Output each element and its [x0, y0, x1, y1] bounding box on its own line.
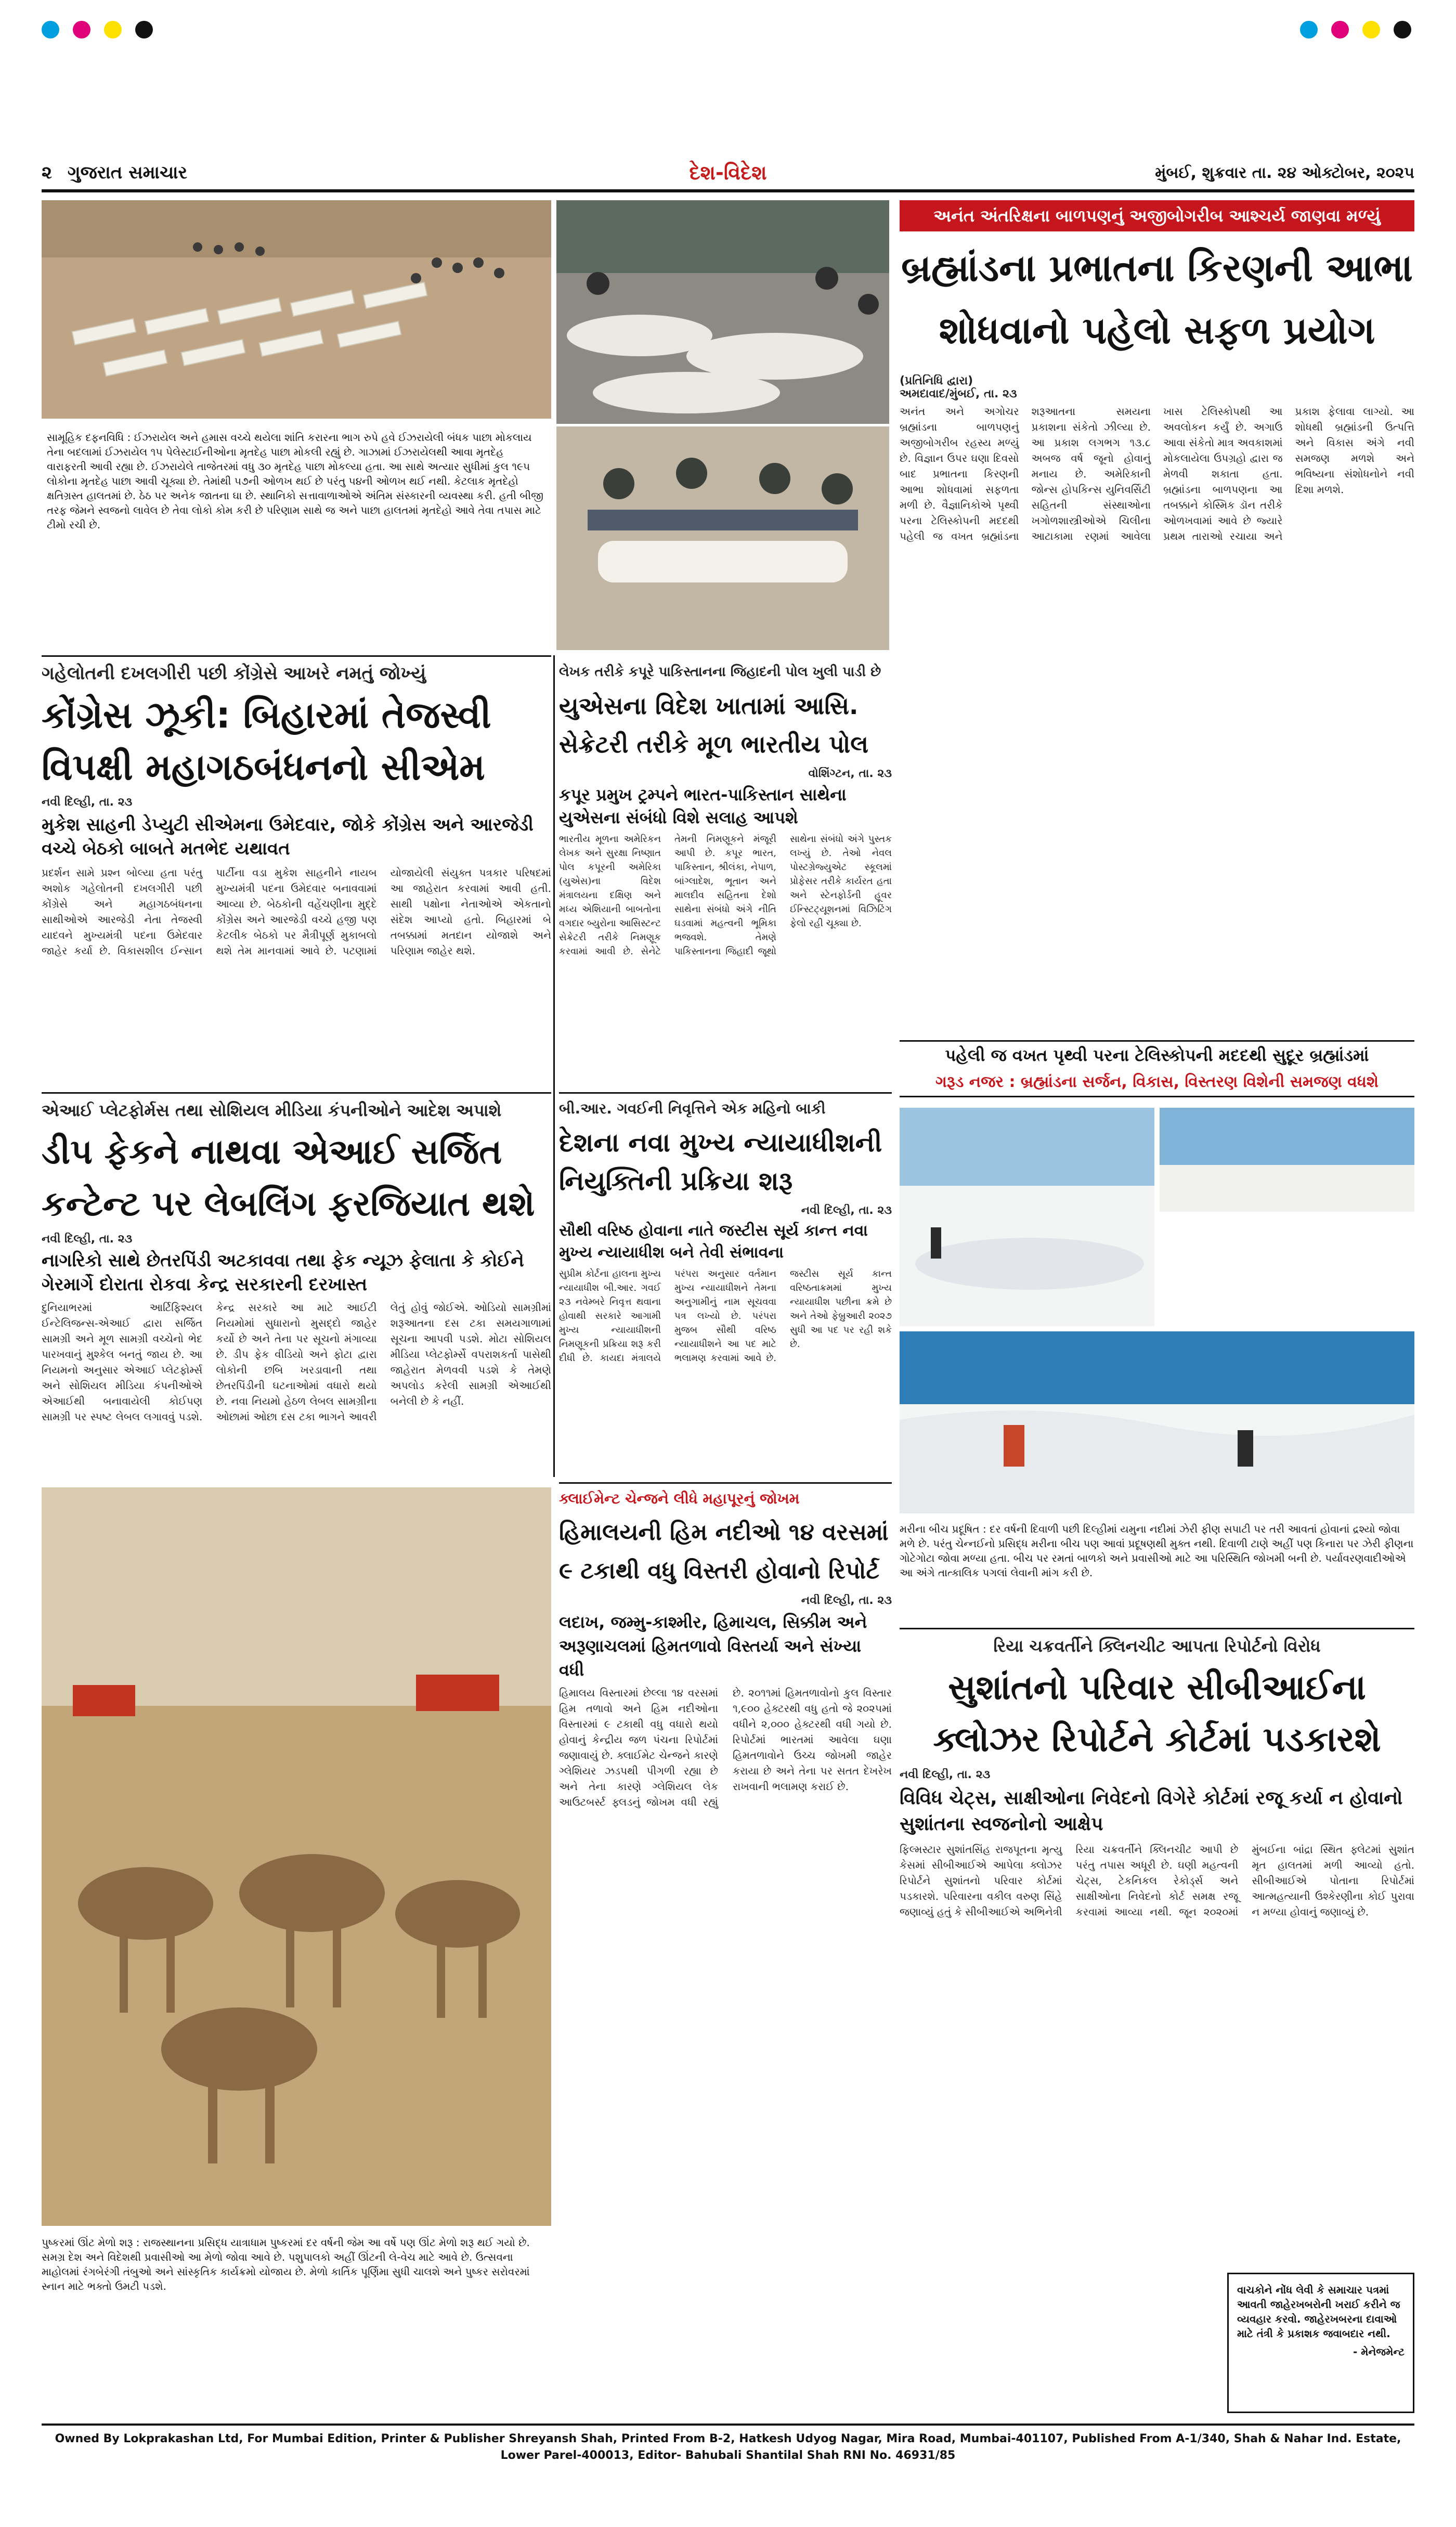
- sushant-headline-2: ક્લોઝર રિપોર્ટને કોર્ટમાં પડકારશે: [933, 1719, 1381, 1759]
- ai-dateline: નવી દિલ્હી, તા. ૨૩: [42, 1233, 133, 1246]
- universe-headline-1: બ્રહ્માંડના પ્રભાતના કિરણની આભા: [901, 246, 1413, 290]
- himalaya-dateline: નવી દિલ્હી, તા. ૨૩: [801, 1594, 892, 1607]
- sushant-dateline: નવી દિલ્હી, તા. ૨૩: [900, 1768, 991, 1781]
- page-number: ૨: [42, 162, 52, 183]
- universe-highlight-line-2: ગરૂડ નજર : બ્રહ્માંડના સર્જન, વિકાસ, વિસ્તરણ વિશેની સમજણ વધશે: [935, 1073, 1379, 1091]
- imprint-footer: Owned By Lokprakashan Ltd, For Mumbai Edition, Printer & Publisher Shreyansh Shah, Printed From B-2, Hatkesh Udyog Nagar, Mira Road, Mumbai-401107, Published From A-1/340, Shah & Nahar Ind. Estate, Lower Parel-400013, Editor- Bahubali Shantilal Shah RNI No. 46931/85: [42, 2424, 1414, 2465]
- marina-foam-photo-1: [900, 1108, 1154, 1326]
- reader-notice-sign: - મેનેજમેન્ટ: [1353, 2345, 1405, 2358]
- himalaya-headline-1: હિમાલયની હિમ નદીઓ ૧૪ વરસમાં: [559, 1519, 889, 1546]
- usa-headline: [559, 686, 892, 764]
- usa-dateline: વોશિંગ્ટન, તા. ૨૩: [808, 767, 892, 780]
- usa-headline-1: યુએસના વિદેશ ખાતામાં આસિ.: [559, 692, 859, 720]
- cji-subhead: સૌથી વરિષ્ઠ હોવાના નાતે જસ્ટીસ સૂર્ય કાન્ત નવા મુખ્ય ન્યાયાધીશ બને તેવી સંભાવના: [559, 1222, 868, 1262]
- usa-body-wrap: [559, 767, 892, 1090]
- marina-foam-art-1: [900, 1108, 1154, 1326]
- date-line: મુંબઈ, શુક્રવાર તા. ૨૪ ઓક્ટોબર, ૨૦૨૫: [1155, 163, 1414, 182]
- universe-dateline: અમદાવાદ/મુંબઈ, તા. ૨૩: [900, 387, 1017, 400]
- reader-notice-text: વાચકોને નોંધ લેવી કે સમાચાર પત્રમાં આવતી જાહેરખબરોની ખરાઈ કરીને જ વ્યવહાર કરવો. જાહેરખબરના દાવાઓ માટે તંત્રી કે પ્રકાશક જવાબદાર નથી.: [1237, 2284, 1400, 2340]
- ai-headline-2: કન્ટેન્ટ પર લેબલિંગ ફરજિયાત થશે: [42, 1184, 535, 1224]
- universe-banner: અનંત અંતરિક્ષના બાળપણનું અજીબોગરીબ આશ્ચર્ય જાણવા મળ્યું: [900, 200, 1414, 231]
- rule-col-divider: [553, 655, 555, 1477]
- bihar-dateline: નવી દિલ્હી, તા. ૨૩: [42, 796, 133, 809]
- ai-body-wrap: [42, 1233, 551, 1477]
- marina-foam-art-3: [900, 1331, 1414, 1513]
- himalaya-headline: [559, 1513, 892, 1591]
- universe-highlight-line-1: પહેલી જ વખત પૃથ્વી પરના ટેલિસ્કોપની મદદથી સુદૂર બ્રહ્માંડમાં: [945, 1045, 1369, 1065]
- bihar-headline-1: કોંગ્રેસ ઝૂકી: બિહારમાં તેજસ્વી: [42, 694, 491, 736]
- gaza-bodies-photo: [556, 200, 889, 424]
- bihar-headline: [42, 689, 551, 793]
- usa-subhead: કપૂર પ્રમુખ ટ્રમ્પને ભારત-પાકિસ્તાન સાથેના યુએસના સંબંધો વિશે સલાહ આપશે: [559, 785, 847, 827]
- sushant-headline: [900, 1662, 1414, 1766]
- himalaya-body: હિમાલય વિસ્તારમાં છેલ્લા ૧૪ વરસમાં હિમ તળાવો અને હિમ નદીઓના વિસ્તારમાં ૯ ટકાથી વધુ વધારો થયો હોવાનું કેન્દ્રીય જળ પંચના રિપોર્ટમાં જણાવાયું છે. ક્લાઈમેટ ચેન્જને કારણે ગ્લેશિયર ઝડપથી પીગળી રહ્યા છે અને તેના કારણે ગ્લેશિયલ લેક આઉટબર્સ્ટ ફ્લડનું જોખમ વધી રહ્યું છે. ૨૦૧૧માં હિમતળાવોનો કુલ વિસ્તાર ૧,૯૦૦ હેક્ટરથી વધુ હતો જે ૨૦૨૫માં વધીને ૨,૦૦૦ હેક્ટરથી વધી ગયો છે. રિપોર્ટમાં ભારતમાં આવેલા ઘણા હિમતળાવોને ઉચ્ચ જોખમી જાહેર કરાયા છે અને તેના પર સતત દેખરેખ રાખવાની ભલામણ કરાઈ છે.: [559, 1687, 892, 1808]
- sushant-subhead: વિવિધ ચેટ્સ, સાક્ષીઓના નિવેદનો વિગેરે કોર્ટમાં રજૂ કર્યા ન હોવાનો સુશાંતના સ્વજનોનો આક્ષેપ: [900, 1787, 1403, 1835]
- himalaya-headline-2: ૯ ટકાથી વધુ વિસ્તરી હોવાનો રિપોર્ટ: [559, 1558, 879, 1584]
- rule-cji-top: [559, 1092, 892, 1094]
- reg-dot-black-right: [1394, 21, 1411, 38]
- sushant-headline-1: સુશાંતનો પરિવાર સીબીઆઈના: [948, 1667, 1366, 1707]
- universe-highlight: [900, 1040, 1414, 1097]
- bihar-headline-2: વિપક્ષી મહાગઠબંધનનો સીએમ: [42, 746, 485, 788]
- usa-kicker: લેખક તરીકે કપૂરે પાકિસ્તાનના જિહાદની પોલ ખુલી પાડી છે: [559, 664, 881, 680]
- registration-marks: [42, 21, 1414, 42]
- cji-body-wrap: [559, 1204, 892, 1477]
- universe-byline: (પ્રતિનિધિ દ્વારા): [900, 374, 973, 387]
- himalaya-body-wrap: [559, 1594, 892, 2416]
- marina-foam-photo-3: [900, 1331, 1414, 1513]
- marina-caption: મરીના બીચ પ્રદૂષિત : દર વર્ષની દિવાળી પછી દિલ્હીમાં યમુના નદીમાં ઝેરી ફીણ સપાટી પર તરી આવતાં હોવાનાં દ્રશ્યો જોવા મળે છે. પરંતુ ચેન્નઈનો પ્રસિદ્ધ મરીના બીચ પણ આવાં પ્રદૂષણથી મુક્ત નથી. દિવાળી ટાણે અહીં પણ કિનારા પર ઝેરી ફીણના ગોટેગોટા જોવા મળ્યા હતા. બીચ પર રમતાં બાળકો અને પ્રવાસીઓ માટે આ પરિસ્થિતિ જોખમી બની છે. પર્યાવરણવાદીઓએ આ અંગે તાત્કાલિક પગલાં લેવાની માંગ કરી છે.: [900, 1519, 1414, 1623]
- rule-ai-top: [42, 1092, 551, 1094]
- pushkar-camel-art: [42, 1487, 551, 2226]
- usa-body: ભારતીય મૂળના અમેરિકન લેખક અને સુરક્ષા નિષ્ણાત પોલ કપૂરની અમેરિકા (યુએસ)ના વિદેશ મંત્રાલયના દક્ષિણ અને મધ્ય એશિયાની બાબતોના વગદાર બ્યુરોના આસિસ્ટન્ટ સેક્રેટરી તરીકે નિમણૂક કરવામાં આવી છે. સેનેટે તેમની નિમણૂકને મંજૂરી આપી છે. કપૂર ભારત, પાકિસ્તાન, શ્રીલંકા, નેપાળ, બાંગ્લાદેશ, ભૂતાન અને માલદીવ સહિતના દેશો સાથેના સંબંધો અંગે નીતિ ઘડવામાં મહત્વની ભૂમિકા ભજવશે. તેમણે પાકિસ્તાનના જિહાદી જૂથો સાથેના સંબંધો અંગે પુસ્તક લખ્યું છે. તેઓ નેવલ પોસ્ટગ્રેજ્યુએટ સ્કૂલમાં પ્રોફેસર તરીકે કાર્યરત હતા અને સ્ટેનફોર્ડની હૂવર ઈન્સ્ટિટ્યૂશનમાં વિઝિટિંગ ફેલો રહી ચૂક્યા છે.: [559, 834, 892, 957]
- ai-headline-1: ડીપ ફેકને નાથવા એઆઈ સર્જિત: [42, 1132, 502, 1172]
- page-masthead: [42, 156, 1414, 192]
- bihar-body-wrap: [42, 796, 551, 1087]
- paper-name: ગુજરાત સમાચાર: [67, 162, 188, 183]
- reg-dot-black: [135, 21, 153, 38]
- ai-kicker: એઆઈ પ્લેટફોર્મસ તથા સોશિયલ મીડિયા કંપનીઓને આદેશ અપાશે: [42, 1100, 502, 1120]
- reg-dot-magenta: [73, 21, 90, 38]
- bihar-subhead: મુકેશ સાહની ડેપ્યુટી સીએમના ઉમેદવાર, જોકે કોંગ્રેસ અને આરજેડી વચ્ચે બેઠકો બાબતે મતભેદ યથાવત: [42, 814, 534, 859]
- cji-headline-1: દેશના નવા મુખ્ય ન્યાયાધીશની: [559, 1128, 882, 1158]
- bihar-body: પ્રદર્શન સામે પ્રશ્ન બોલ્યા હતા પરંતુ અશોક ગહેલોતની દખલગીરી પછી કોંગ્રેસે અને મહાગઠબંધનના સાથીઓએ આરજેડી નેતા તેજસ્વી યાદવને મુખ્યમંત્રી પદના ઉમેદવાર જાહેર કર્યા છે. વિકાસશીલ ઈન્સાન પાર્ટીના વડા મુકેશ સાહનીને નાયબ મુખ્યમંત્રી પદના ઉમેદવાર બનાવવામાં આવ્યા છે. બેઠકોની વહેંચણીના મુદ્દે કોંગ્રેસ અને આરજેડી વચ્ચે હજી પણ કેટલીક બેઠકો પર મૈત્રીપૂર્ણ મુકાબલો થશે તેમ માનવામાં આવે છે. પટણામાં યોજાયેલી સંયુક્ત પત્રકાર પરિષદમાં આ જાહેરાત કરવામાં આવી હતી. સાથી પક્ષોના નેતાઓએ એકતાનો સંદેશ આપ્યો હતો. બિહારમાં બે તબક્કામાં મતદાન યોજાશે અને પરિણામ જાહેર થશે.: [42, 866, 551, 957]
- universe-headline-2: શોધવાનો પહેલો સફળ પ્રયોગ: [939, 308, 1375, 352]
- universe-body-wrap: [900, 374, 1414, 1025]
- cji-body: સુપ્રીમ કોર્ટના હાલના મુખ્ય ન્યાયાધીશ બી.આર. ગવઈ ૨૩ નવેમ્બરે નિવૃત્ત થવાના હોવાથી સરકારે આગામી મુખ્ય ન્યાયાધીશની નિમણૂકની પ્રક્રિયા શરૂ કરી દીધી છે. કાયદા મંત્રાલયે પરંપરા અનુસાર વર્તમાન મુખ્ય ન્યાયાધીશને તેમના અનુગામીનું નામ સૂચવવા પત્ર લખ્યો છે. પરંપરા મુજબ સૌથી વરિષ્ઠ ન્યાયાધીશને આ પદ માટે ભલામણ કરવામાં આવે છે. જસ્ટીસ સૂર્ય કાન્ત વરિષ્ઠતાક્રમમાં મુખ્ય ન્યાયાધીશ પછીના ક્રમે છે અને તેઓ ફેબ્રુઆરી ૨૦૨૭ સુધી આ પદ પર રહી શકે છે.: [559, 1268, 892, 1364]
- ai-subhead: નાગરિકો સાથે છેતરપિંડી અટકાવવા તથા ફેક ન્યૂઝ ફેલાતા કે કોઈને ગેરમાર્ગે દોરાતા રોકવા કેન્દ્ર સરકારની દરખાસ્ત: [42, 1250, 524, 1295]
- reg-dot-magenta-right: [1331, 21, 1349, 38]
- pushkar-caption: પુષ્કરમાં ઊંટ મેળો શરૂ : રાજસ્થાનના પ્રસિદ્ધ યાત્રાધામ પુષ્કરમાં દર વર્ષની જેમ આ વર્ષે પણ ઊંટ મેળો શરૂ થઈ ગયો છે. સમગ્ર દેશ અને વિદેશથી પ્રવાસીઓ આ મેળો જોવા આવે છે. પશુપાલકો અહીં ઊંટની લે-વેચ માટે આવે છે. ઉત્સવના માહોલમાં રંગબેરંગી તંબુઓ અને સાંસ્કૃતિક કાર્યક્રમો યોજાય છે. મેળો કાર્તિક પૂર્ણિમા સુધી ચાલશે અને પુષ્કર સરોવરમાં સ્નાન માટે ભક્તો ઉમટી પડશે.: [42, 2231, 551, 2418]
- cji-headline: [559, 1123, 892, 1201]
- rule-sushant-top: [900, 1628, 1414, 1629]
- section-title: દેશ-વિદેશ: [689, 161, 767, 184]
- marina-foam-photo-2: [1160, 1108, 1414, 1212]
- sushant-body-wrap: [900, 1768, 1414, 2267]
- universe-headline: [900, 237, 1414, 372]
- bihar-kicker: ગહેલોતની દખલગીરી પછી કોંગ્રેસે આખરે નમતું જોખ્યું: [42, 663, 426, 684]
- rule-himalaya-top: [559, 1482, 892, 1484]
- reg-dot-yellow-right: [1362, 21, 1380, 38]
- sushant-kicker: રિયા ચક્રવર્તીને ક્લિનચીટ આપતા રિપોર્ટનો વિરોધ: [993, 1636, 1321, 1656]
- gaza-carry-photo-art: [556, 426, 889, 650]
- gaza-burial-photo: [42, 200, 551, 419]
- gaza-bodies-photo-art: [556, 200, 889, 424]
- gaza-caption: સામૂહિક દફનવિધિ : ઈઝરાયેલ અને હમાસ વચ્ચે થયેલા શાંતિ કરારના ભાગ રુપે હવે ઈઝરાયેલી બંધક પાછા મોકલાય તેના બદલામાં ઈઝરાયેલ ૧૫ પેલેસ્ટાઈનીઓના મૃતદેહ પાછા મોકલી રહ્યું છે. ગાઝામાં ઈઝરાયેલથી આવા મૃતદેહ વારાફરતી આવી રહ્યા છે. ઈઝરાયેલે તાજેતરમાં વધુ ૩૦ મૃતદેહ પાછા મોકલ્યા હતા. આ સાથે અત્યાર સુધીમાં કુલ ૧૯૫ લોકોના મૃતદેહ પાછા આવી ચૂક્યા છે. તેમાંથી ૫૭ની ઓળખ થઈ છે પરંતુ ૫૪ની ઓળખ થઈ નથી. કેટલાક મૃતદેહો ક્ષતિગ્રસ્ત હાલતમાં છે. ઠેઠ પર અનેક જાતના ઘા છે. સ્થાનિકો સત્તાવાળાઓએ અંતિમ સંસ્કારની વ્યવસ્થા કરી. હતી બીજી તરફ જેમને સ્વજનો લાવેલ છે તેવા લોકો કોમ કરી છે પરિણામ સાથે જ અને પાછા હાલતમાં મૃતદેહો આવે તેવા તપાસ માટે ટીમો રચી છે.: [42, 424, 551, 642]
- marina-foam-art-2: [1160, 1108, 1414, 1212]
- universe-body: અનંત અને અગોચર બ્રહ્માંડના બાળપણનું અજીબોગરીબ રહસ્ય મળ્યું છે. વિજ્ઞાન ઉપર ઘણા દિવસો બાદ પ્રભાતના કિરણની આભા શોધવામાં સફળતા મળી છે. વૈજ્ઞાનિકોએ પૃથ્વી પરના ટેલિસ્કોપની મદદથી પહેલી જ વખત બ્રહ્માંડના શરૂઆતના સમયના પ્રકાશના સંકેતો ઝીલ્યા છે. આ પ્રકાશ લગભગ ૧૩.૮ અબજ વર્ષ જૂનો હોવાનું મનાય છે. અમેરિકાની જોન્સ હોપકિન્સ યુનિવર્સિટી સહિતની સંસ્થાઓના ખગોળશાસ્ત્રીઓએ ચિલીના આટાકામા રણમાં આવેલા ખાસ ટેલિસ્કોપથી આ અવલોકન કર્યું છે. અગાઉ આવા સંકેતો માત્ર અવકાશમાં મોકલાયેલા ઉપગ્રહો દ્વારા જ મેળવી શકાતા હતા. બ્રહ્માંડના બાળપણના આ તબક્કાને કોસ્મિક ડૉન તરીકે ઓળખવામાં આવે છે જ્યારે પ્રથમ તારાઓ રચાયા અને પ્રકાશ ફેલાવા લાગ્યો. આ શોધથી બ્રહ્માંડની ઉત્પત્તિ અને વિકાસ અંગે નવી સમજણ મળશે અને ભવિષ્યના સંશોધનોને નવી દિશા મળશે.: [900, 405, 1414, 542]
- usa-headline-2: સેક્રેટરી તરીકે મૂળ ભારતીય પોલ: [559, 730, 869, 758]
- himalaya-subhead: લદાખ, જમ્મુ-કાશ્મીર, હિમાચલ, સિક્કીમ અને અરૂણાચલમાં હિમતળાવો વિસ્તર્યા અને સંખ્યા વધી: [559, 1612, 867, 1680]
- cji-headline-2: નિયુક્તિની પ્રક્રિયા શરૂ: [559, 1166, 793, 1196]
- himalaya-kicker: ક્લાઈમેન્ટ ચેન્જને લીધે મહાપૂરનું જોખમ: [559, 1490, 800, 1507]
- reg-dot-cyan-right: [1300, 21, 1318, 38]
- gaza-burial-photo-art: [42, 200, 551, 419]
- reader-notice-box: [1227, 2273, 1414, 2413]
- gaza-carry-photo: [556, 426, 889, 650]
- cji-dateline: નવી દિલ્હી, તા. ૨૩: [801, 1204, 892, 1217]
- sushant-body: ફિલ્મસ્ટાર સુશાંતસિંહ રાજપૂતના મૃત્યુ કેસમાં સીબીઆઈએ આપેલા ક્લોઝર રિપોર્ટને સુશાંતનો પરિવાર કોર્ટમાં પડકારશે. પરિવારના વકીલ વરુણ સિંહે જણાવ્યું હતું કે સીબીઆઈએ અભિનેત્રી રિયા ચક્રવર્તીને ક્લિનચીટ આપી છે પરંતુ તપાસ અધૂરી છે. ઘણી મહત્વની ચેટ્સ, ટેકનિકલ રેકોર્ડ્સ અને સાક્ષીઓના નિવેદનો કોર્ટ સમક્ષ રજૂ કરવામાં આવ્યા નથી. જૂન ૨૦૨૦માં મુંબઈના બાંદ્રા સ્થિત ફ્લેટમાં સુશાંત મૃત હાલતમાં મળી આવ્યો હતો. સીબીઆઈએ પોતાના રિપોર્ટમાં આત્મહત્યાની ઉશ્કેરણીના કોઈ પુરાવા ન મળ્યા હોવાનું જણાવ્યું છે.: [900, 1843, 1414, 1918]
- ai-headline: [42, 1126, 551, 1230]
- pushkar-camel-photo: [42, 1487, 551, 2226]
- ai-body: દુનિયાભરમાં આર્ટિફિશ્યલ ઈન્ટેલિજન્સ-એઆઈ દ્વારા સર્જિત સામગ્રી અને મૂળ સામગ્રી વચ્ચેનો ભેદ પારખવાનું મુશ્કેલ બનતું જાય છે. આ નિયમનો અનુસાર એઆઈ પ્લેટફોર્મ્સ અને સોશિયલ મીડિયા કંપનીઓએ એઆઈથી બનાવાયેલી કોઈપણ સામગ્રી પર સ્પષ્ટ લેબલ લગાવવું પડશે. કેન્દ્ર સરકારે આ માટે આઈટી નિયમોમાં સુધારાનો મુસદ્દો જાહેર કર્યો છે અને તેના પર સૂચનો મંગાવ્યા છે. ડીપ ફેક વીડિયો અને ફોટા દ્વારા લોકોની છબિ ખરડાવાની તથા છેતરપિંડીની ઘટનાઓમાં વધારો થયો છે. નવા નિયમો હેઠળ લેબલ સામગ્રીના ઓછામાં ઓછા દસ ટકા ભાગને આવરી લેતું હોવું જોઈએ. ઓડિયો સામગ્રીમાં શરૂઆતના દસ ટકા સમયગાળામાં સૂચના આપવી પડશે. મોટા સોશિયલ મીડિયા પ્લેટફોર્મ્સે વપરાશકર્તા પાસેથી જાહેરાત મેળવવી પડશે કે તેમણે અપલોડ કરેલી સામગ્રી એઆઈથી બનેલી છે કે નહીં.: [42, 1301, 551, 1423]
- reg-dot-yellow: [104, 21, 122, 38]
- masthead-left: [42, 162, 499, 183]
- rule-bihar-top: [42, 655, 551, 657]
- cji-kicker: બી.આર. ગવઈની નિવૃત્તિને એક મહિનો બાકી: [559, 1100, 826, 1117]
- reg-dot-cyan: [42, 21, 59, 38]
